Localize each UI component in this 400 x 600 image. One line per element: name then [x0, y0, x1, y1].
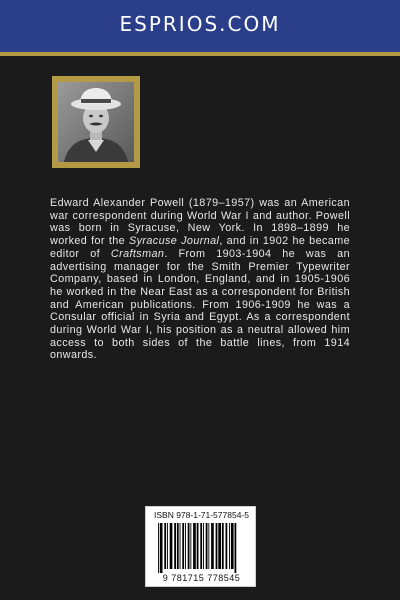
barcode-bar — [180, 523, 181, 569]
biography-paragraph — [50, 197, 350, 362]
bio-publication-syracuse-journal: Syracuse Journal — [128, 235, 220, 248]
barcode-bar — [218, 523, 221, 569]
barcode-bar — [177, 523, 179, 569]
barcode-bar — [185, 523, 186, 569]
barcode-bars — [157, 523, 246, 573]
header-divider — [0, 52, 400, 56]
bio-publication-craftsman: Craftsman — [110, 247, 165, 260]
brand-name: ESPRIOS.COM — [119, 12, 281, 36]
barcode-bar — [188, 523, 190, 569]
author-portrait-frame — [52, 76, 140, 168]
barcode-bar — [182, 523, 184, 569]
barcode-bar — [216, 523, 218, 569]
header-bar — [0, 0, 400, 52]
isbn-label: ISBN 978-1-71-577854-5 — [154, 510, 249, 520]
barcode-bar — [174, 523, 176, 569]
barcode-bar — [170, 523, 173, 569]
barcode-bar — [164, 523, 166, 569]
barcode-bar — [206, 523, 208, 569]
barcode-digits: 9 781715 778545 — [162, 573, 241, 583]
bio-intro-text: Edward Alexander Powell (1879–1957) was an American war correspondent during World War I and author. Powell was born in Syracuse, New York. In 1898–1899 he worked for the — [50, 197, 350, 248]
barcode-bar — [211, 523, 214, 569]
barcode-bar — [197, 523, 199, 569]
barcode-bar — [208, 523, 209, 569]
barcode-bar — [160, 523, 163, 573]
isbn-barcode — [145, 506, 256, 587]
barcode-bar — [158, 523, 159, 573]
author-portrait — [58, 82, 134, 162]
barcode-bar — [235, 523, 237, 573]
barcode-bar — [200, 523, 202, 569]
bio-rest-text: . From 1903-1904 he was an advertising manager for the Smith Premier Typewriter Company, based in London, England, and in 1905-1906 he worked in the Near East as a correspondent for British and American publications. From 1906-1909 he was a Consular official in Syria and Egypt. As a correspondent during World War I, his position as a neutral allowed him access to both sides of the battle lines, from 1914 onwards. — [50, 247, 350, 362]
barcode-bar — [193, 523, 196, 569]
barcode-bar — [231, 523, 234, 569]
barcode-bar — [203, 523, 204, 569]
barcode-bar — [167, 523, 168, 569]
author-biography — [50, 197, 350, 362]
barcode-bar — [229, 523, 230, 569]
barcode-bar — [226, 523, 228, 569]
barcode-bar — [190, 523, 191, 569]
barcode-bar — [222, 523, 224, 569]
bio-middle-text: , and in 1902 he became editor of — [50, 235, 350, 260]
